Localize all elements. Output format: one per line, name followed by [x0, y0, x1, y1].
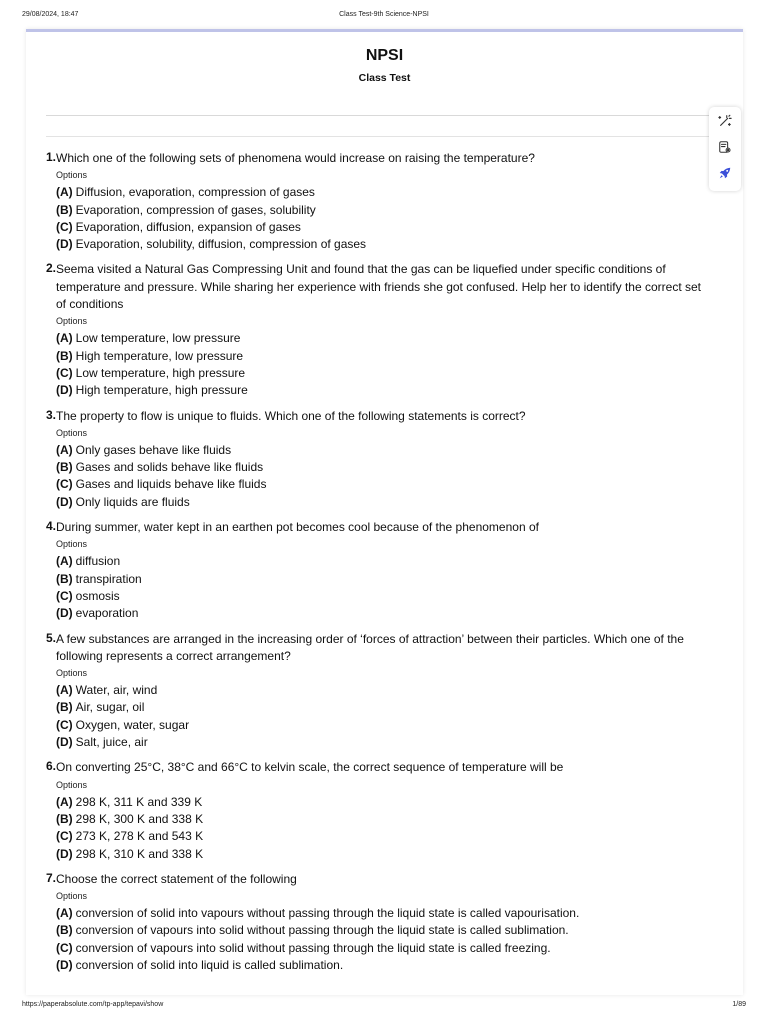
option-key: (D)	[56, 237, 73, 252]
question-text: Seema visited a Natural Gas Compressing Unit and found that the gas can be liquefied under specific conditions of temperature and pressure. While sharing her experience with friends she got confused. Help her to identify the correct set of conditions	[56, 262, 702, 312]
options-label: Options	[56, 316, 88, 327]
test-subtitle: Class Test	[358, 72, 411, 84]
option-item	[56, 734, 708, 751]
option-key: (D)	[56, 957, 73, 972]
divider	[46, 115, 726, 116]
question-number: 7.	[45, 870, 56, 885]
option-item	[56, 382, 708, 399]
option-key: (C)	[56, 717, 73, 732]
option-text: Only liquids are fluids	[75, 494, 190, 509]
option-text: 298 K, 300 K and 338 K	[75, 811, 204, 826]
question-text: On converting 25°C, 38°C and 66°C to kelvin scale, the correct sequence of temperature will be	[56, 760, 564, 775]
option-key: (C)	[56, 365, 73, 380]
option-item	[56, 828, 708, 845]
option-text: Diffusion, evaporation, compression of gases	[75, 185, 315, 200]
accent-bar	[26, 29, 743, 32]
option-text: Gases and liquids behave like fluids	[75, 477, 267, 492]
question-item	[26, 261, 743, 399]
option-key: (D)	[56, 383, 73, 398]
option-key: (D)	[56, 494, 73, 509]
question-item	[26, 631, 743, 752]
option-key: (C)	[56, 219, 73, 234]
option-item	[56, 494, 708, 511]
question-number: 2.	[45, 261, 56, 276]
option-text: conversion of solid into vapours without passing through the liquid state is called vapourisation.	[75, 906, 580, 921]
option-text: High temperature, high pressure	[75, 383, 248, 398]
option-text: Oxygen, water, sugar	[75, 717, 190, 732]
option-key: (A)	[56, 185, 73, 200]
option-key: (D)	[56, 606, 73, 621]
question-list	[26, 150, 743, 982]
question-text: The property to flow is unique to fluids. Which one of the following statements is correct?	[56, 408, 526, 423]
option-key: (B)	[56, 202, 73, 217]
option-item	[56, 846, 708, 863]
question-item	[26, 759, 743, 862]
option-item	[56, 202, 708, 219]
option-item	[56, 605, 708, 622]
print-url: https://paperabsolute.com/tp-app/tepavi/show	[22, 1001, 164, 1008]
option-key: (A)	[56, 794, 73, 809]
option-item	[56, 184, 708, 201]
question-item	[26, 871, 743, 974]
option-key: (C)	[56, 940, 73, 955]
option-text: 298 K, 311 K and 339 K	[75, 794, 203, 809]
option-item	[56, 365, 708, 382]
option-text: Salt, juice, air	[75, 735, 148, 750]
print-document-title: Class Test-9th Science-NPSI	[339, 11, 429, 18]
option-text: conversion of vapours into solid without passing through the liquid state is called sublimation.	[75, 923, 569, 938]
option-text: Evaporation, compression of gases, solubility	[75, 202, 316, 217]
option-text: Low temperature, low pressure	[75, 331, 241, 346]
option-item	[56, 571, 708, 588]
option-item	[56, 553, 708, 570]
option-text: Water, air, wind	[75, 683, 158, 698]
page-number: 1/89	[732, 1001, 746, 1008]
question-number: 4.	[45, 519, 56, 534]
question-item	[26, 519, 743, 622]
options-label: Options	[56, 539, 88, 550]
question-item	[26, 150, 743, 253]
option-text: osmosis	[75, 588, 120, 603]
option-item	[56, 236, 708, 253]
option-text: conversion of vapours into solid without passing through the liquid state is called freezing.	[75, 940, 551, 955]
question-number: 1.	[45, 150, 56, 164]
question-body	[56, 261, 708, 399]
option-item	[56, 348, 708, 365]
option-key: (A)	[56, 442, 73, 457]
options-label: Options	[56, 668, 88, 679]
option-item	[56, 811, 708, 828]
option-item	[56, 940, 708, 957]
question-item	[26, 408, 743, 511]
option-text: High temperature, low pressure	[75, 348, 244, 363]
option-item	[56, 717, 708, 734]
option-item	[56, 922, 708, 939]
option-text: Evaporation, diffusion, expansion of gases	[75, 219, 301, 234]
divider	[46, 136, 726, 137]
option-item	[56, 330, 708, 347]
option-item	[56, 459, 708, 476]
options-label: Options	[56, 170, 88, 181]
question-number: 5.	[45, 630, 56, 645]
option-item	[56, 219, 708, 236]
option-key: (A)	[56, 683, 73, 698]
option-key: (B)	[56, 460, 73, 475]
option-key: (C)	[56, 588, 73, 603]
question-text: A few substances are arranged in the increasing order of ‘forces of attraction’ between their particles. Which one of the following represents a correct arrangement?	[56, 631, 684, 663]
option-key: (B)	[56, 348, 73, 363]
magic-wand-icon	[718, 114, 732, 133]
option-key: (B)	[56, 923, 73, 938]
magic-wand-button[interactable]	[713, 112, 737, 134]
question-number: 3.	[45, 407, 56, 422]
option-item	[56, 588, 708, 605]
options-label: Options	[56, 891, 88, 902]
option-item	[56, 905, 708, 922]
print-footer	[0, 1001, 768, 1013]
option-text: evaporation	[75, 606, 139, 621]
option-item	[56, 957, 708, 974]
question-body	[56, 759, 708, 862]
question-text: During summer, water kept in an earthen pot becomes cool because of the phenomenon of	[56, 520, 539, 535]
option-key: (C)	[56, 829, 73, 844]
option-key: (B)	[56, 571, 73, 586]
option-key: (D)	[56, 846, 73, 861]
option-key: (D)	[56, 735, 73, 750]
option-text: Low temperature, high pressure	[75, 365, 246, 380]
test-sheet	[26, 29, 743, 995]
option-item	[56, 442, 708, 459]
print-timestamp: 29/08/2024, 18:47	[22, 11, 79, 18]
option-key: (C)	[56, 477, 73, 492]
question-text: Choose the correct statement of the following	[56, 871, 297, 886]
question-number: 6.	[45, 759, 56, 774]
option-key: (A)	[56, 554, 73, 569]
option-item	[56, 794, 708, 811]
option-item	[56, 682, 708, 699]
option-text: transpiration	[75, 571, 142, 586]
option-text: diffusion	[75, 554, 121, 569]
school-name: NPSI	[365, 47, 404, 64]
option-item	[56, 476, 708, 493]
option-item	[56, 699, 708, 716]
question-body	[56, 871, 708, 974]
option-key: (B)	[56, 700, 73, 715]
question-body	[56, 150, 708, 253]
question-body	[56, 631, 708, 752]
option-key: (B)	[56, 811, 73, 826]
question-body	[56, 408, 708, 511]
option-key: (A)	[56, 906, 73, 921]
question-body	[56, 519, 708, 622]
options-label: Options	[56, 427, 88, 438]
options-label: Options	[56, 779, 88, 790]
option-text: 273 K, 278 K and 543 K	[75, 829, 204, 844]
option-text: 298 K, 310 K and 338 K	[75, 846, 204, 861]
option-text: Evaporation, solubility, diffusion, compression of gases	[75, 237, 367, 252]
option-text: Only gases behave like fluids	[75, 442, 232, 457]
option-key: (A)	[56, 331, 73, 346]
option-text: Air, sugar, oil	[75, 700, 145, 715]
option-text: Gases and solids behave like fluids	[75, 460, 264, 475]
print-header	[0, 11, 768, 23]
option-text: conversion of solid into liquid is called sublimation.	[75, 957, 344, 972]
question-text: Which one of the following sets of phenomena would increase on raising the temperature?	[56, 151, 535, 165]
